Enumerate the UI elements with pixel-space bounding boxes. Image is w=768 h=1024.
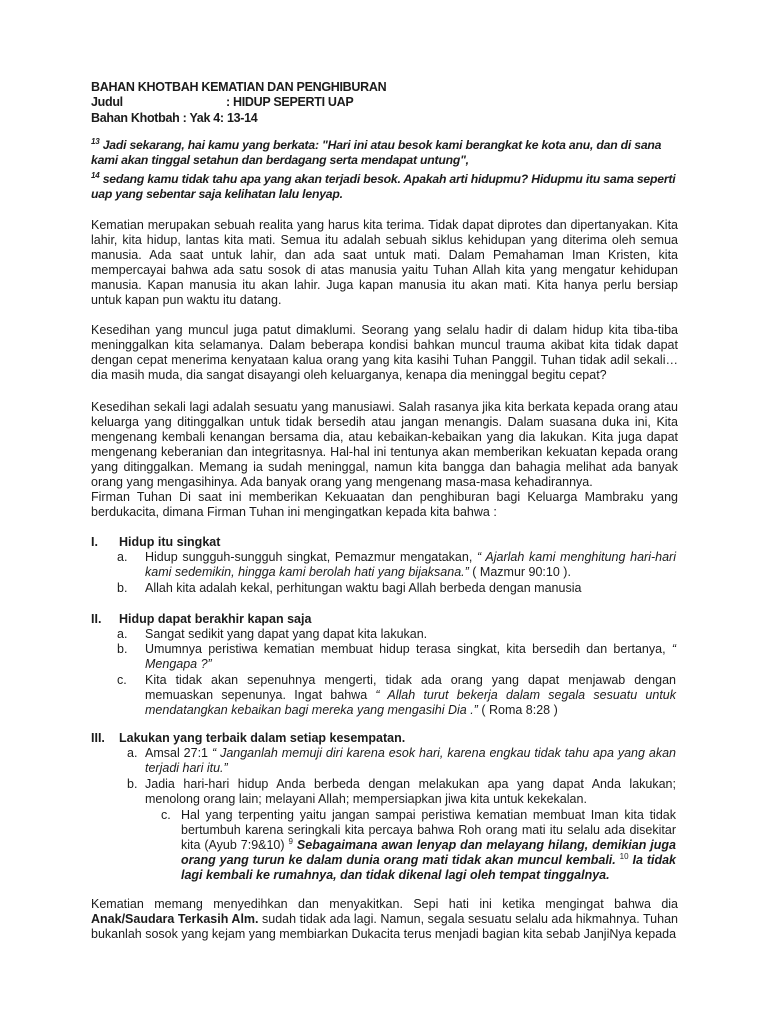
paragraph-1: Kematian merupakan sebuah realita yang harus kita terima. Tidak dapat diprotes dan dipertanyakan. Kita lahir, kita hidup, lantas kita mati. Semua itu adalah sebuah siklus kehidupan yang diterima oleh semua manusia. Ada saat untuk lahir, dan ada saat untuk mati. Dalam Pemahaman Iman Kristen, kita mempercayai bahwa ada satu sosok di atas manusia yaitu Tuhan Allah kita yang mengatur kehidupan manusia. Kapan manusia itu akan lahir. Juga kapan manusia itu akan mati. Kita hanya perlu bersiap untuk kapan pun waktu itu datang. [91, 218, 678, 307]
section-2-heading [91, 612, 311, 627]
paragraph-emphasis: Anak/Saudara Terkasih Alm. [91, 912, 259, 926]
list-item [117, 642, 676, 672]
paragraph-3: Kesedihan sekali lagi adalah sesuatu yang manusiawi. Salah rasanya jika kita berkata kepada orang atau keluarga yang ditinggalkan untuk tidak bersedih atau jangan menangis. Dalam suasana duka ini, Kita mengenang kembali kenangan bersama dia, atau kebaikan-kebaikan yang dia lakukan. Kita juga dapat mengenang keberanian dan integritasnya. Hal-hal ini tentunya akan memberikan kekuatan kepada orang yang ditinggalkan. Memang ia sudah meninggal, namun kita bangga dan bahagia melihat ada banyak orang yang mengasihinya. Ada banyak orang yang mengenang masa-masa kehadirannya. [91, 400, 678, 489]
item-quote: “ Allah turut bekerja dalam segala sesuatu untuk mendatangkan kebaikan bagi mereka yang mengasihi Dia .” [145, 688, 676, 717]
verse-13 [91, 138, 676, 168]
paragraph-5 [91, 897, 678, 942]
list-item [117, 550, 676, 580]
verse-number: 10 [619, 851, 629, 861]
list-item [117, 581, 705, 596]
item-quote: Ia tidak lagi kembali ke rumahnya, dan tidak dikenal lagi oleh tempat tinggalnya. [181, 853, 676, 882]
verse-number: 13 [91, 136, 100, 146]
list-marker: a. [117, 550, 128, 564]
list-marker: a. [117, 627, 128, 641]
item-reference: ( Mazmur 90:10 ). [472, 565, 571, 579]
item-quote: “ Ajarlah kami menghitung hari-hari kami sedemikin, hingga kami berolah hati yang bijaksana.” [145, 550, 676, 579]
section-title: Hidup dapat berakhir kapan saja [119, 612, 312, 626]
judul-value: : HIDUP SEPERTI UAP [226, 95, 354, 109]
verse-14 [91, 172, 676, 202]
item-text: Amsal 27:1 [145, 746, 209, 760]
bahan-khotbah-line: Bahan Khotbah : Yak 4: 13-14 [91, 111, 258, 125]
item-text: Umumnya peristiwa kematian membuat hidup terasa singkat, kita bersedih dan bertanya, [145, 642, 666, 656]
verse-text: sedang kamu tidak tahu apa yang akan terjadi besok. Apakah arti hidupmu? Hidupmu itu sama seperti uap yang sebentar saja kelihatan lalu lenyap. [91, 172, 676, 201]
item-text: Allah kita adalah kekal, perhitungan waktu bagi Allah berbeda dengan manusia [145, 581, 582, 595]
item-text: Kita tidak akan sepenuhnya mengerti, tidak ada orang yang dapat menjawab dengan memuaskan sepenunya. Ingat bahwa [145, 673, 676, 702]
item-text: Jadia hari-hari hidup Anda berbeda dengan melakukan apa yang dapat Anda lakukan; menolong orang lain; melayani Allah; mempersiapkan jiwa kita untuk kekekalan. [145, 777, 676, 806]
item-text: Hal yang terpenting yaitu jangan sampai peristiwa kematian membuat Iman kita tidak bertumbuh karena seringkali kita percaya bahwa Roh orang mati itu selalu ada disekitar kita (Ayub 7:9&10) [181, 808, 676, 852]
paragraph-4: Firman Tuhan Di saat ini memberikan Kekuaatan dan penghiburan bagi Keluarga Mambraku yang berdukacita, dimana Firman Tuhan ini mengingatkan kepada kita bahwa : [91, 490, 678, 519]
item-text: Sangat sedikit yang dapat yang dapat kita lakukan. [145, 627, 428, 641]
paragraph-text: Kematian memang menyedihkan dan menyakitkan. Sepi hati ini ketika mengingat bahwa dia [91, 897, 678, 911]
document-title: BAHAN KHOTBAH KEMATIAN DAN PENGHIBURAN [91, 80, 387, 94]
section-1-heading [91, 535, 220, 550]
section-3-heading [91, 731, 405, 746]
item-quote: “ Janganlah memuji diri karena esok hari, karena engkau tidak tahu apa yang akan terjadi hari itu.” [145, 746, 676, 775]
item-reference: ( Roma 8:28 ) [481, 703, 558, 717]
section-title: Hidup itu singkat [119, 535, 221, 549]
item-quote: Sebagaimana awan lenyap dan melayang hilang, demikian juga orang yang turun ke dalam dunia orang mati tidak akan muncul kembali. [181, 838, 676, 867]
verse-text: Jadi sekarang, hai kamu yang berkata: "Hari ini atau besok kami berangkat ke kota anu, dan di sana kami akan tinggal setahun dan berdagang serta mendapat untung", [91, 138, 662, 167]
list-item [127, 746, 676, 776]
paragraph-text: sudah tidak ada lagi. Namun, segala sesuatu selalu ada hikmahnya. Tuhan bukanlah sosok yang kejam yang membiarkan Dukacita terus menjadi bagian kita sebab JanjiNya kepada [91, 912, 678, 941]
judul-line [91, 95, 491, 110]
list-item [127, 777, 676, 807]
list-item [117, 673, 676, 718]
item-text: Hidup sungguh-sungguh singkat, Pemazmur mengatakan, [145, 550, 473, 564]
verse-number: 9 [288, 836, 293, 846]
list-marker: b. [117, 581, 128, 595]
section-number: III. [91, 731, 105, 745]
section-number: I. [91, 535, 98, 549]
paragraph-2: Kesedihan yang muncul juga patut dimaklumi. Seorang yang selalu hadir di dalam hidup kita tiba-tiba meninggalkan kita selamanya. Dalam beberapa kondisi bahkan muncul trauma akibat kita tidak dapat dengan cepat menerima kenyataan kalua orang yang kita kasihi Tuhan Panggil. Tuhan tidak adil sekali… dia masih muda, dia sangat disayangi oleh keluarganya, kenapa dia meninggal begitu cepat? [91, 323, 678, 382]
verse-number: 14 [91, 170, 100, 180]
list-marker: b. [117, 642, 128, 656]
section-number: II. [91, 612, 102, 626]
judul-label: Judul [91, 95, 123, 109]
list-marker: c. [161, 808, 171, 822]
list-marker: b. [127, 777, 138, 791]
list-item [117, 627, 676, 642]
list-item [161, 808, 676, 883]
item-quote: “ Mengapa ?” [145, 642, 676, 671]
list-marker: a. [127, 746, 138, 760]
section-title: Lakukan yang terbaik dalam setiap kesempatan. [119, 731, 406, 745]
list-marker: c. [117, 673, 127, 687]
